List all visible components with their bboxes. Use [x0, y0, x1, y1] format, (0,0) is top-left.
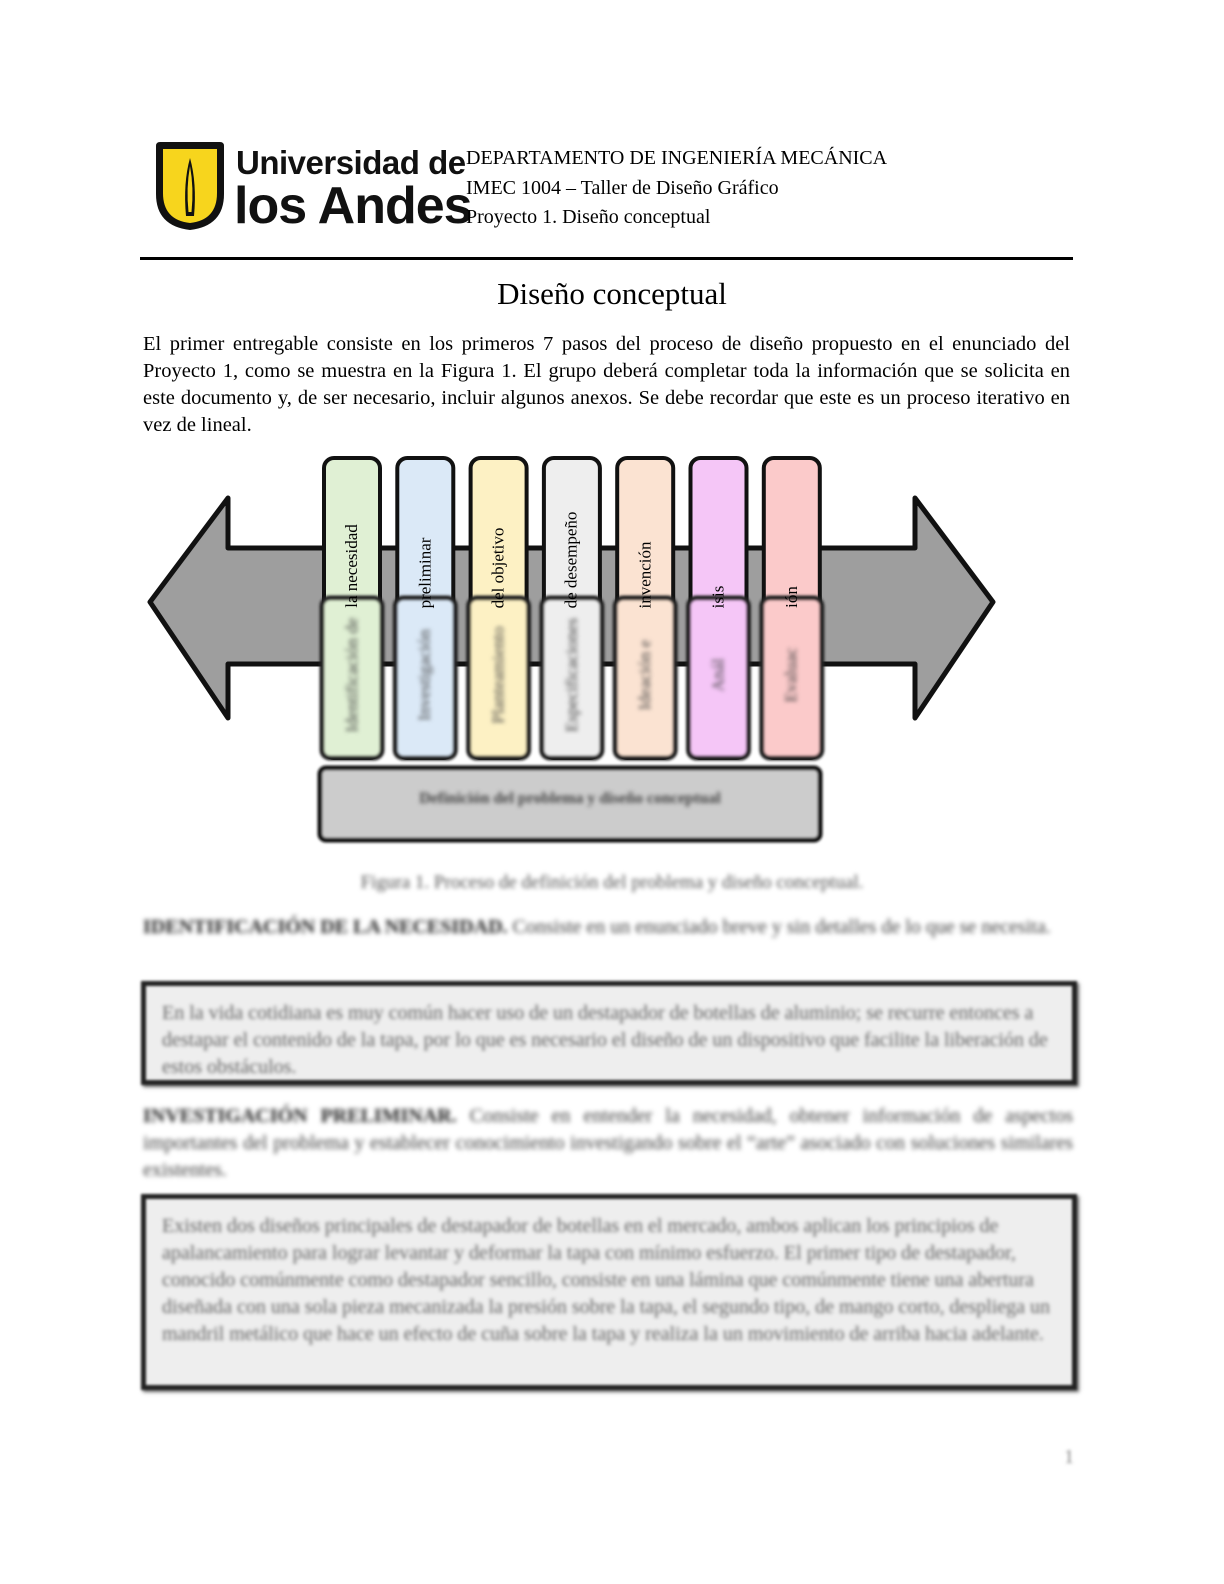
step-label-visible: invención — [635, 540, 655, 609]
answer-text: Existen dos diseños principales de destapador de botellas en el mercado, ambos aplican los principios de apalancamiento para lograr levantar y deformar la tapa con mínimo esfuerzo. El primer tipo de destapador, conocido comúnmente como destapador sencillo, consiste en una lámina que comúnmente tiene una abertura diseñada con una sola pieza mecanizada la presión sobre la tapa, el segundo tipo, de mango corto, despliega un mandril metálico que hace un efecto de cuña sobre la tapa y realiza la un movimiento de arriba hacia adelante. — [162, 1215, 1051, 1345]
step-label-visible: la necesidad — [341, 524, 361, 608]
process-figure — [140, 450, 1010, 860]
andes-shield-icon — [150, 138, 230, 234]
logo-text-line1: Universidad de — [236, 144, 466, 181]
step-label-blurred: Investigación — [415, 629, 435, 721]
section-investigacion — [143, 1103, 1073, 1184]
answer-text: En la vida cotidiana es muy común hacer uso de un destapador de botellas de aluminio; se recurre entonces a destapar el contenido de la tapa, por lo que es necesario el diseño de un dispositivo que facilite la liberación de estos obstáculos. — [162, 1002, 1048, 1078]
header-info — [466, 144, 887, 233]
project-name: Proyecto 1. Diseño conceptual — [466, 206, 711, 228]
step-label-blurred: Anál — [708, 658, 728, 692]
step-label-visible: isis — [708, 585, 728, 608]
step-label-blurred: Identificación de — [341, 617, 361, 733]
header-divider — [140, 257, 1073, 260]
figure-caption: Figura 1. Proceso de definición del problema y diseño conceptual. — [360, 872, 864, 893]
base-box-label: Definición del problema y diseño conceptual — [419, 790, 721, 807]
answer-box-investigacion[interactable] — [141, 1194, 1077, 1390]
page-number: 1 — [1064, 1446, 1074, 1468]
answer-box-identificacion[interactable] — [141, 981, 1077, 1085]
section-heading: INVESTIGACIÓN PRELIMINAR. — [143, 1105, 457, 1127]
step-label-blurred: Especificaciones — [562, 617, 581, 733]
step-label-visible: del objetivo — [488, 527, 508, 608]
section-heading: IDENTIFICACIÓN DE LA NECESIDAD. — [143, 916, 508, 938]
step-label-visible: preliminar — [415, 537, 435, 608]
step-label-blurred: Evaluac — [781, 647, 801, 703]
step-label-visible: ión — [781, 586, 801, 608]
section-identificacion — [143, 914, 1073, 941]
university-logo — [150, 138, 472, 235]
section-description: Consiste en entender la necesidad, obtener información de aspectos importantes del problema y establecer conocimiento investigando sobre el “arte” asociado con soluciones similares existentes. — [143, 1105, 1074, 1181]
step-label-blurred: Planteamiento — [488, 626, 508, 724]
section-description: Consiste en un enunciado breve y sin detalles de lo que se necesita. — [512, 916, 1051, 938]
page-title: Diseño conceptual — [497, 276, 727, 311]
step-label-blurred: Ideación e — [635, 639, 655, 711]
intro-paragraph: El primer entregable consiste en los primeros 7 pasos del proceso de diseño propuesto en el enunciado del Proyecto 1, como se muestra en la Figura 1. El grupo deberá completar toda la información que se solicita en este documento y, de ser necesario, incluir algunos anexos. Se debe recordar que este es un proceso iterativo en vez de lineal. — [143, 333, 1070, 436]
step-label-visible: de desempeño — [561, 511, 581, 608]
logo-text-line2: los Andes — [234, 177, 472, 235]
department-name: DEPARTAMENTO DE INGENIERÍA MECÁNICA — [466, 147, 888, 169]
course-name: IMEC 1004 – Taller de Diseño Gráfico — [466, 176, 779, 199]
